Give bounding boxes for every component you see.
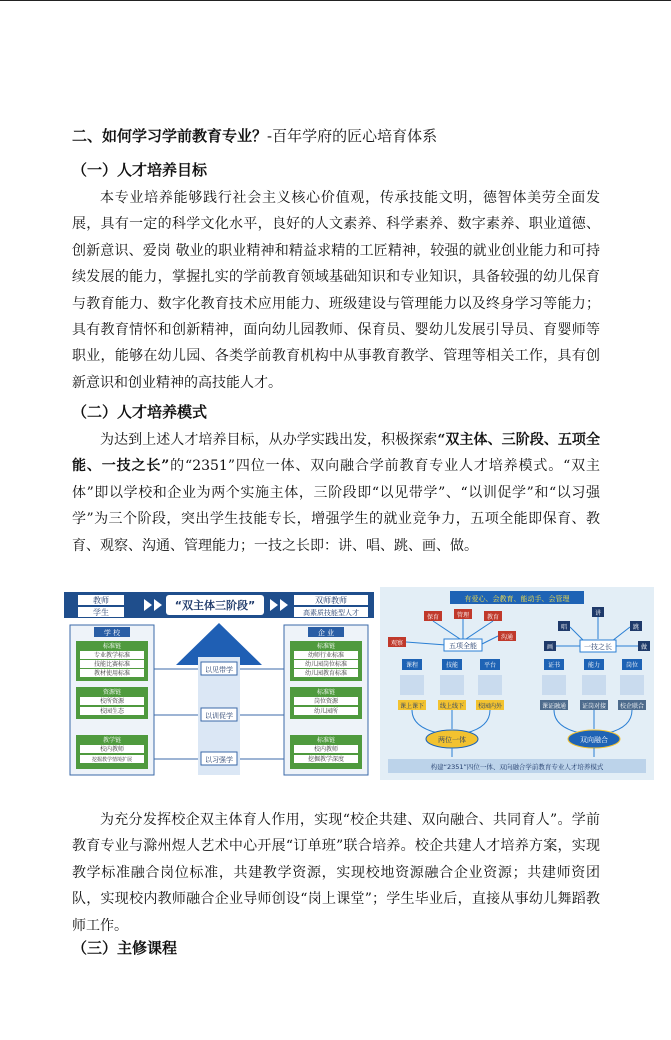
heading-talent-model: （二）人才培养模式 (72, 403, 208, 421)
fig1-banner: “双主体三阶段” (174, 599, 256, 612)
fig2-right-node: 讲 (594, 610, 602, 617)
fig1-right-item: 幼儿园所 (313, 708, 339, 715)
paragraph-talent-model: 为达到上述人才培养目标，从办学实践出发，积极探索“双主体、三阶段、五项全能、一技之长”的“2351”四位一体、双向融合学前教育专业人才培养模式。“双主体”即以学校和企业为两个实施主体，三阶段即“以见带学”、“以训促学”和“以习强学”为三个阶段，突出学生技能专长，增强学生的就业竞争力，五项全能即保育、教育、观察、沟通、管理能力；一技之长即：讲、唱、跳、画、做。 (72, 432, 600, 554)
fig2-row-right: 岗位 (625, 662, 639, 669)
fig1-teacher-label: 教师 (93, 596, 109, 605)
figure-row (64, 587, 654, 780)
fig2-bottom-left: 两位一体 (438, 736, 466, 744)
fig1-stage-2: 以训促学 (205, 712, 233, 720)
paragraph-school-enterprise: 为充分发挥校企双主体育人作用，实现“校企共建、双向融合、共同育人”。学前教育专业与滁州煜人艺术中心开展“订单班”联合培养。校企共建人才培养方案，实现教学标准融合岗位标准，共建教学资源，实现校地资源融合企业资源；共建师资团队，实现校内教师融合企业导师创设“岗上课堂”；学生毕业后，直接从事幼儿舞蹈教师工作。 (72, 812, 600, 934)
fig2-left-node: 管理 (456, 612, 470, 619)
fig1-right-group-title: 标准链 (316, 689, 336, 696)
fig2-bar-left: 线上线下 (439, 703, 465, 710)
fig2-bar-left: 校园内外 (477, 703, 503, 710)
fig2-row-right: 证书 (547, 662, 561, 669)
fig1-right-item: 挖掘教学深度 (307, 756, 345, 763)
fig2-left-node: 保育 (426, 614, 440, 621)
fig1-left-group-title: 资源链 (102, 689, 122, 696)
fig2-row-right: 能力 (587, 662, 601, 669)
paragraph-talent-goal: 本专业培养能够践行社会主义核心价值观，传承技能文明，德智体美劳全面发展，具有一定的科学文化水平，良好的人文素养、科学素养、数字素养、职业道德、创新意识、爱岗 敬业的职业精神和精益求精的工匠精神，较强的就业创业能力和可持续发展的能力，掌握扎实的学前教育领域基础知识和专业知识，具备较强的幼儿保育与教育能力、数字化教育技术应用能力、班级建设与管理能力以及终身学习等能力；具有教育情怀和创新精神，面向幼儿园教师、保育员、婴幼儿发展引导员、育婴师等职业，能够在幼儿园、各类学前教育机构中从事教育教学、管理等相关工作，具有创新意识和创业精神的高技能人才。 (72, 190, 600, 391)
fig1-right-item: 幼师行业标准 (307, 652, 345, 659)
fig2-row-left: 技能 (445, 662, 459, 669)
fig1-dual-teacher-label: 双师教师 (315, 596, 347, 605)
fig1-enterprise-title: 企 业 (317, 629, 335, 637)
fig1-right-item: 岗位资源 (313, 698, 339, 705)
heading-main-courses: （三）主修课程 (72, 939, 178, 957)
dual-subject-diagram (64, 587, 374, 780)
fig1-talent-label: 高素质技能型人才 (303, 609, 359, 617)
fig2-left-node: 教育 (486, 614, 500, 621)
fig1-right-item: 幼儿园教育标准 (304, 670, 348, 677)
fig1-right-item: 校内教师 (313, 746, 339, 753)
fig2-right-node: 跳 (632, 624, 640, 631)
page-top-rule (0, 0, 671, 1)
fig1-left-item: 校内教师 (99, 746, 125, 753)
fig2-bottom-right: 双向融合 (580, 736, 608, 744)
section-title: 二、如何学习学前教育专业？-百年学府的匠心培育体系 (72, 127, 438, 145)
fig2-left-node: 观察 (390, 640, 404, 647)
fig2-right-node: 唱 (560, 624, 568, 631)
fig2-row-left: 平台 (483, 662, 497, 669)
fig2-bar-right: 校企联合 (619, 703, 645, 710)
fig1-school-title: 学 校 (103, 629, 121, 637)
fig2-bar-right: 证岗对接 (581, 703, 607, 710)
fig2-row-left: 课程 (405, 662, 419, 669)
fig1-right-item: 幼儿园岗位标准 (304, 661, 348, 668)
fig1-left-item: 校所资源 (99, 698, 125, 705)
fig1-left-item: 专业教学标准 (93, 652, 131, 659)
fig2-right-node: 画 (546, 644, 554, 651)
model-2351-diagram (380, 587, 654, 780)
fig1-right-group-title: 标准链 (316, 737, 336, 744)
fig2-center-left: 五项全能 (449, 642, 477, 650)
fig1-left-item: 技能比赛标准 (93, 661, 131, 668)
fig1-stage-3: 以习强学 (205, 756, 233, 764)
fig1-student-label: 学生 (93, 608, 109, 617)
fig2-right-node: 做 (640, 644, 648, 651)
fig2-bar-left: 课上课下 (399, 703, 425, 710)
heading-talent-goal: （一）人才培养目标 (72, 161, 208, 179)
fig1-left-group-title: 标准链 (102, 643, 122, 650)
fig1-left-item: 挖掘教学情境扩展 (91, 757, 133, 763)
fig2-bar-right: 课证融通 (541, 703, 567, 710)
fig1-left-item: 教材使用标准 (93, 670, 131, 677)
fig1-left-item: 校园生态 (99, 708, 125, 715)
fig2-center-right: 一技之长 (584, 643, 612, 651)
fig1-right-group-title: 标准链 (316, 643, 336, 650)
fig1-stage-1: 以见带学 (205, 666, 233, 674)
fig1-left-group-title: 教学链 (102, 737, 122, 744)
fig2-footer: 构建“2351”四位一体、双向融合学前教育专业人才培养模式 (430, 763, 604, 771)
fig2-left-node: 沟通 (500, 634, 514, 641)
fig2-top-banner: 有爱心、会教育、能动手、会管理 (464, 595, 570, 603)
